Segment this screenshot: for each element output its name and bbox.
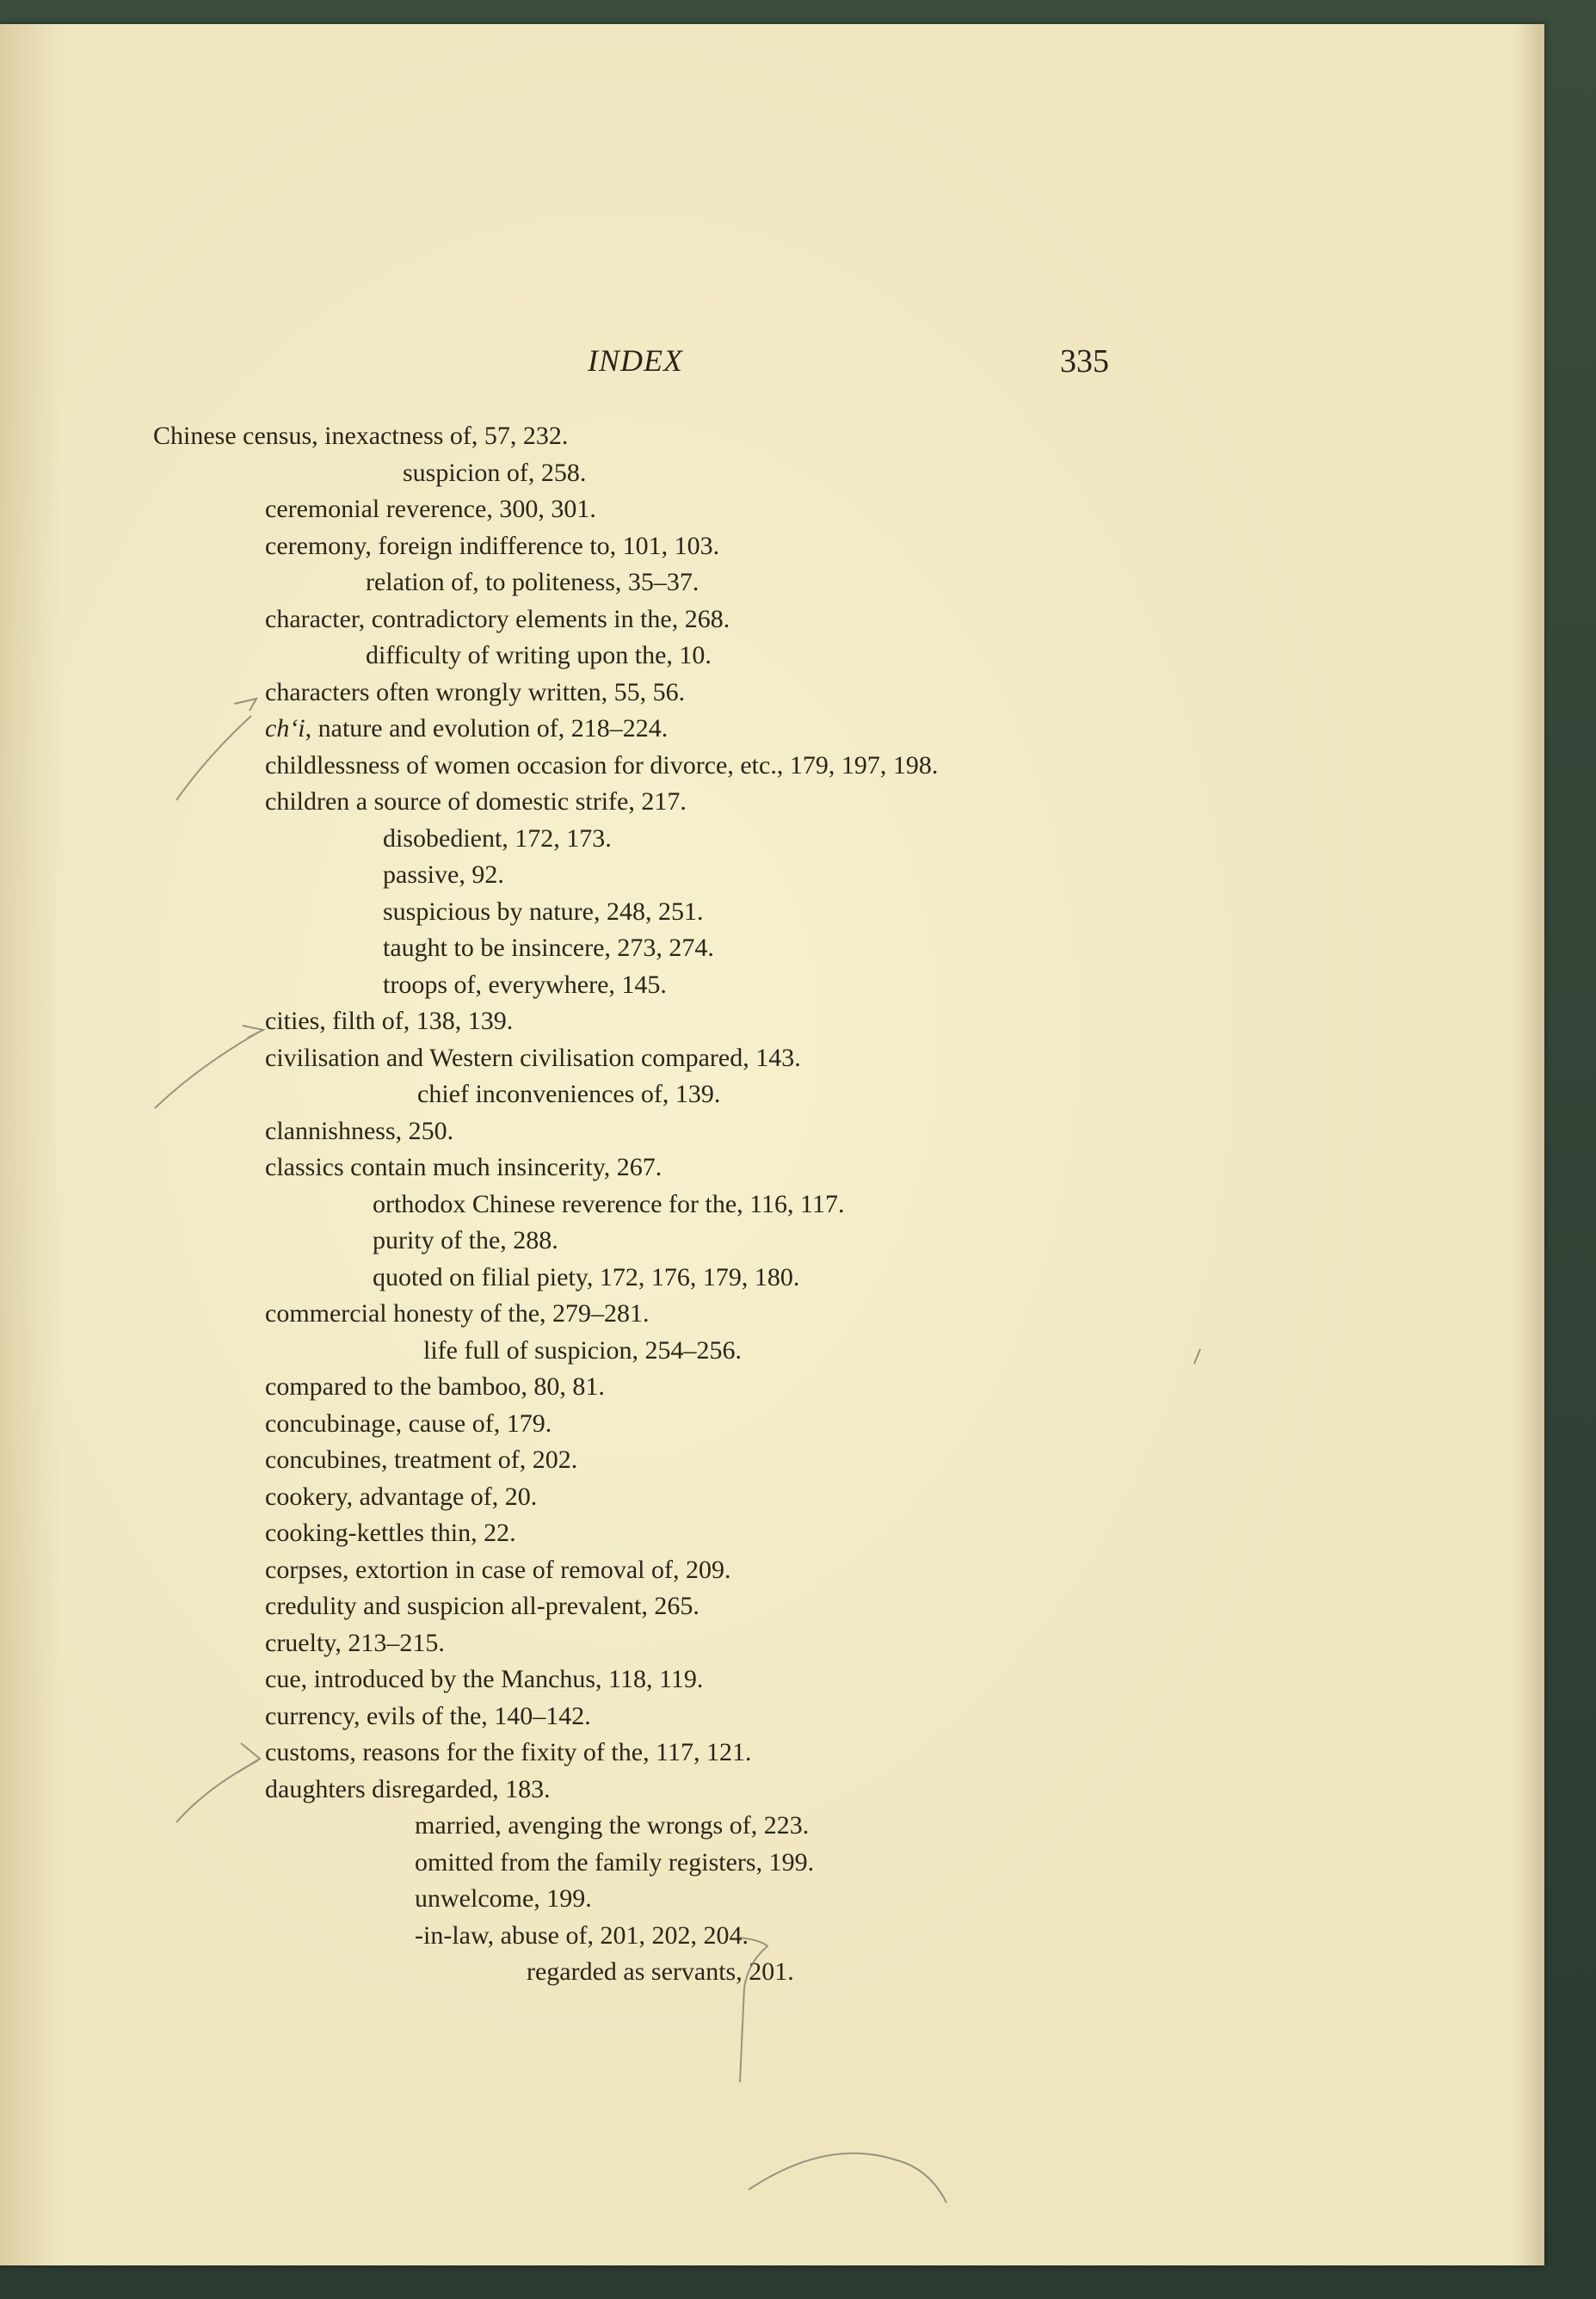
index-entry [0, 1003, 1544, 1040]
index-entry-text: orthodox Chinese reverence for the, 116, 117. [373, 1189, 845, 1218]
page-header [0, 342, 1544, 385]
index-entry [0, 638, 1544, 675]
index-entry [0, 1772, 1544, 1809]
index-entry [0, 967, 1544, 1004]
index-entry [0, 418, 1544, 455]
index-entry [0, 1588, 1544, 1625]
index-entry-text: -in-law, abuse of, 201, 202, 204. [415, 1920, 749, 1950]
index-entry-text: childlessness of women occasion for divorce, etc., 179, 197, 198. [265, 750, 939, 780]
index-entry [0, 1296, 1544, 1333]
index-entry [0, 455, 1544, 492]
index-entry-text: clannishness, 250. [265, 1116, 454, 1145]
index-entry-text: commercial honesty of the, 279–281. [265, 1299, 650, 1328]
index-entry [0, 1845, 1544, 1882]
index-entry-text: passive, 92. [383, 860, 504, 889]
index-entry-text: chief inconveniences of, 139. [417, 1080, 721, 1108]
index-entry [0, 1406, 1544, 1443]
index-entry-text: cities, filth of, 138, 139. [265, 1007, 514, 1035]
index-entry [0, 857, 1544, 894]
index-entry-text: regarded as servants, 201. [527, 1957, 794, 1986]
index-entry-text: characters often wrongly written, 55, 56. [265, 677, 686, 706]
index-entry [0, 1661, 1544, 1698]
index-entry-text: omitted from the family registers, 199. [415, 1847, 815, 1877]
book-page [0, 24, 1544, 2265]
index-entry [0, 1479, 1544, 1516]
index-entry [0, 784, 1544, 821]
index-entry-text: Chinese census, inexactness of, 57, 232. [153, 422, 569, 450]
index-entry-text: ch‘i, nature and evolution of, 218–224. [265, 714, 669, 743]
index-entry [0, 1735, 1544, 1772]
index-entry [0, 1333, 1544, 1370]
index-entry-text: credulity and suspicion all-prevalent, 265. [265, 1592, 699, 1620]
index-entry [0, 491, 1544, 528]
index-entry [0, 821, 1544, 858]
index-entry-text: ceremony, foreign indifference to, 101, 103. [265, 531, 720, 560]
index-entry-text: civilisation and Western civilisation compared, 143. [265, 1043, 801, 1072]
index-entry-text: difficulty of writing upon the, 10. [366, 641, 712, 669]
index-entry [0, 1515, 1544, 1552]
index-entry-text: suspicion of, 258. [403, 458, 587, 487]
index-entry [0, 930, 1544, 967]
index-entry [0, 1369, 1544, 1406]
index-entry [0, 1186, 1544, 1223]
index-entry [0, 1150, 1544, 1186]
index-entry [0, 1918, 1544, 1955]
index-entry-text: classics contain much insincerity, 267. [265, 1153, 662, 1181]
index-entry-text: ceremonial reverence, 300, 301. [265, 495, 596, 523]
running-head: INDEX [588, 343, 683, 378]
index-entry-text: daughters disregarded, 183. [265, 1774, 551, 1803]
index-entry-text: unwelcome, 199. [415, 1884, 592, 1913]
index-entry-text: concubinage, cause of, 179. [265, 1408, 552, 1438]
index-entry [0, 1260, 1544, 1297]
index-entry [0, 1808, 1544, 1845]
index-entry [0, 1552, 1544, 1589]
index-entry-text: suspicious by nature, 248, 251. [383, 897, 704, 926]
index-entry-text: quoted on filial piety, 172, 176, 179, 180. [373, 1262, 800, 1291]
index-entry [0, 1076, 1544, 1113]
index-entry-text: disobedient, 172, 173. [383, 823, 612, 853]
index-entry-text: concubines, treatment of, 202. [265, 1445, 578, 1474]
index-entry [0, 894, 1544, 931]
index-entry-text: compared to the bamboo, 80, 81. [265, 1372, 605, 1401]
index-entry [0, 1223, 1544, 1260]
index-entries [0, 418, 1544, 1991]
index-entry-text: life full of suspicion, 254–256. [423, 1335, 742, 1365]
index-entry-text: relation of, to politeness, 35–37. [366, 568, 699, 596]
index-entry [0, 1954, 1544, 1991]
index-entry-text: married, avenging the wrongs of, 223. [415, 1811, 810, 1840]
index-entry [0, 1113, 1544, 1150]
index-entry-text: purity of the, 288. [373, 1226, 558, 1254]
index-entry-text: taught to be insincere, 273, 274. [383, 934, 714, 962]
index-entry-text: character, contradictory elements in the, 268. [265, 604, 730, 633]
index-entry-text: troops of, everywhere, 145. [383, 970, 667, 999]
index-entry-text: cooking-kettles thin, 22. [265, 1519, 516, 1547]
index-entry-text: children a source of domestic strife, 217. [265, 787, 687, 816]
index-entry-text: cue, introduced by the Manchus, 118, 119. [265, 1665, 704, 1693]
index-entry [0, 675, 1544, 712]
index-entry [0, 528, 1544, 565]
index-entry-text: cookery, advantage of, 20. [265, 1482, 538, 1511]
index-entry [0, 1881, 1544, 1918]
index-entry [0, 1442, 1544, 1479]
page-number: 335 [1060, 343, 1109, 379]
index-entry [0, 711, 1544, 748]
index-entry-text: currency, evils of the, 140–142. [265, 1701, 591, 1730]
index-entry-text: cruelty, 213–215. [265, 1628, 445, 1657]
index-entry-text: customs, reasons for the fixity of the, 117, 121. [265, 1738, 752, 1766]
index-entry [0, 601, 1544, 638]
index-entry [0, 564, 1544, 601]
index-entry [0, 748, 1544, 785]
index-entry [0, 1040, 1544, 1077]
index-entry-text: corpses, extortion in case of removal of, 209. [265, 1555, 731, 1584]
index-entry [0, 1625, 1544, 1662]
index-entry [0, 1698, 1544, 1735]
